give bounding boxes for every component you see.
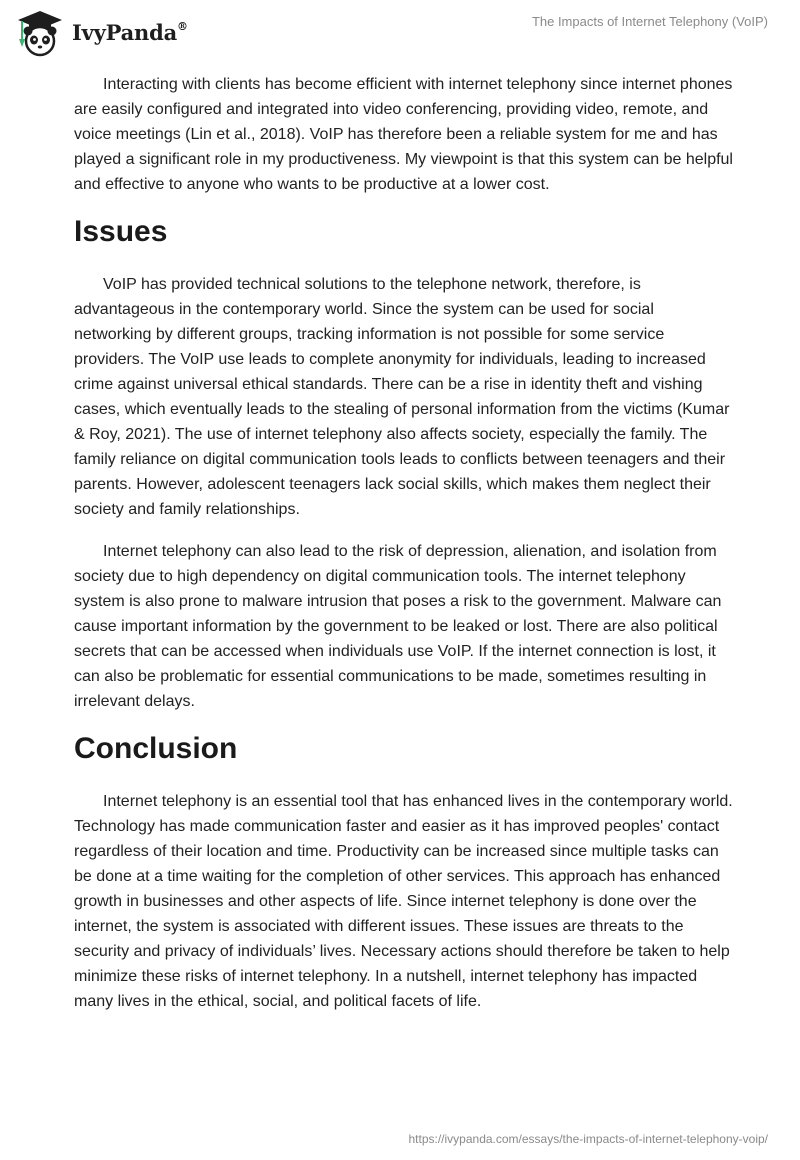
- document-title: The Impacts of Internet Telephony (VoIP): [531, 14, 768, 29]
- intro-paragraph: Interacting with clients has become efficient with internet telephony since internet phones are easily configured and integrated into video conferencing, providing video, remote, and voice meetings (Lin et al., 2018). VoIP has therefore been a reliable system for me and has played a significant role in my productiveness. My viewpoint is that this system can be helpful and effective to anyone who wants to be productive at a lower cost.: [74, 76, 733, 193]
- issues-heading: Issues: [74, 215, 168, 248]
- conclusion-heading: Conclusion: [74, 732, 238, 765]
- brand-name: IvyPanda®: [72, 19, 188, 45]
- issues-paragraph-2: Internet telephony can also lead to the risk of depression, alienation, and isolation from society due to high dependency on digital communication tools. The internet telephony system is also prone to malware intrusion that poses a risk to the government. Malware can cause important information by the government to be leaked or lost. There are also political secrets that can be accessed when individuals use VoIP. If the internet connection is lost, it can also be problematic for essential communications to be made, sometimes resulting in irrelevant delays.: [74, 543, 722, 710]
- brand-logo[interactable]: [14, 9, 188, 57]
- source-url[interactable]: https://ivypanda.com/essays/the-impacts-of-internet-telephony-voip/: [408, 1132, 768, 1146]
- essay-body: [74, 72, 734, 1031]
- conclusion-paragraph: Internet telephony is an essential tool that has enhanced lives in the contemporary world. Technology has made communication faster and easier as it has improved peoples' contact regardless of their location and time. Productivity can be increased since multiple tasks can be done at a time waiting for the completion of other services. This approach has enhanced growth in businesses and other aspects of life. Since internet telephony is done over the internet, the system is associated with different issues. These issues are threats to the security and privacy of individuals’ lives. Necessary actions should therefore be taken to help minimize these risks of internet telephony. In a nutshell, internet telephony has impacted many lives in the ethical, social, and political facets of life.: [74, 793, 733, 1010]
- issues-paragraph-1: VoIP has provided technical solutions to the telephone network, therefore, is advantageous in the contemporary world. Since the system can be used for social networking by different groups, tracking information is not possible for some service providers. The VoIP use leads to complete anonymity for individuals, leading to increased crime against universal ethical standards. There can be a rise in identity theft and vishing cases, which eventually leads to the stealing of personal information from the victims (Kumar & Roy, 2021). The use of internet telephony also affects society, especially the family. The family reliance on digital communication tools leads to conflicts between teenagers and their parents. However, adolescent teenagers lack social skills, which makes them neglect their society and family relationships.: [74, 276, 730, 518]
- panda-graduate-icon: [14, 9, 66, 57]
- page-header: [0, 0, 800, 70]
